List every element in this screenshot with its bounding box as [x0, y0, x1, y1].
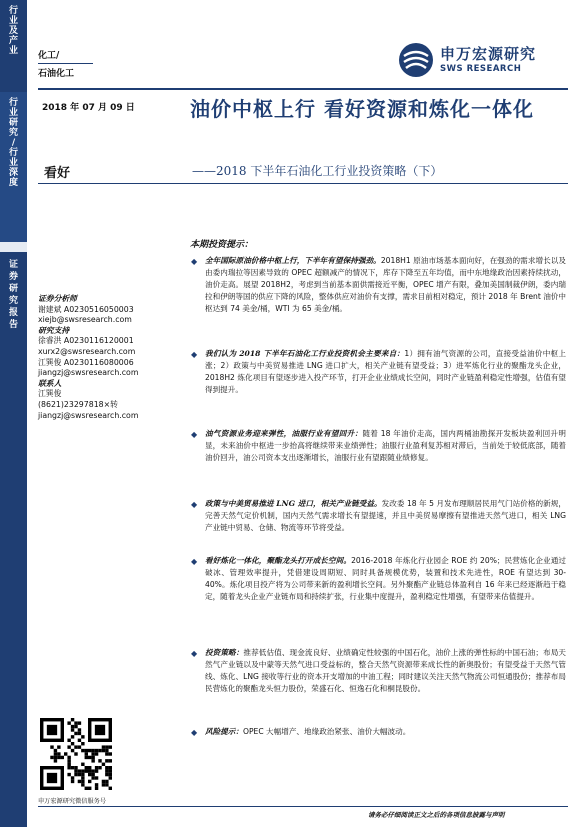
strip-char: 度 [8, 178, 18, 188]
industry-line-2: 石油化工 [38, 63, 93, 78]
industry-line-1: 化工/ [38, 51, 60, 61]
bullet-item [190, 555, 566, 640]
bullet-lead: 油气资源业务迎来弹性，油服行业有望回升： [205, 429, 363, 438]
bullet-text: 推荐低估值、现金流良好、业绩确定性较强的中国石化，油价上涨的弹性标的中国石油；布局天然气产业链以及中蒙等天然气进口受益标的，整合天然气资源带来成长性的新奥股份；有望受益于天然气管线、炼化、LNG 接收等行业的资本开支增加的中油工程；同时建议关注天然气物流公司恒通股份；推荐布局民营炼化的聚酯龙头恒力股份，荣盛石化、恒逸石化和桐昆股份。 [205, 648, 567, 693]
qr-caption: 申万宏源研究微信服务号 [38, 798, 107, 805]
bullet-icon: ◆ [191, 257, 198, 266]
strip-char: 行 [8, 6, 18, 16]
strip-char: 业 [8, 158, 18, 168]
strip-report-type [0, 0, 27, 92]
bullet-icon: ◆ [191, 728, 198, 737]
strip-char: 产 [8, 36, 18, 46]
bullet-text: 2018H1 原油市场基本面向好，在强劲的需求增长以及由委内瑞拉等因素导致的 OPEC 超额减产的情况下，库存下降至五年均值，而中东地缘政治因素持续扰动，油价走高。展望 2018H2，考虑到当前基本面供需接近平衡，OPEC 增产有限，叠加美国制裁伊朗，委内瑞拉和伊朗等国的供应下降的风险，整体供应对油价有支撑，需求目前相对稳定，预计 2018 年 Brent 油价中枢达到 74 美金/桶，WTI 为 65 美金/桶。 [205, 256, 566, 313]
sws-logo [398, 42, 568, 78]
header-rule [38, 88, 568, 90]
report-subtitle: ——2018 下半年石油化工行业投资策略（下） [192, 164, 443, 178]
industry-label [38, 48, 93, 78]
strip-char: 证 [8, 260, 18, 270]
bullet-icon: ◆ [191, 649, 198, 658]
contact-email: jiangzj@swsresearch.com [38, 410, 139, 420]
report-title: 油价中枢上行 看好资源和炼化一体化 [190, 97, 534, 121]
strip-char: 行 [8, 148, 18, 158]
support-2-email: jiangzj@swsresearch.com [38, 368, 139, 378]
footer-rule [38, 806, 568, 807]
strip-char: 研 [8, 118, 18, 128]
strip-char: 告 [8, 320, 18, 330]
strip-gap [0, 242, 27, 252]
bullet-icon: ◆ [191, 557, 198, 566]
bullet-item [190, 348, 566, 421]
logo-text-en: SWS RESEARCH [440, 64, 522, 74]
bullet-lead: 全年国际原油价格中枢上行，下半年有望保持强劲。 [205, 256, 381, 265]
logo-text-cn: 申万宏源研究 [440, 45, 537, 63]
rating: 看好 [44, 166, 71, 181]
bullet-item [190, 428, 566, 491]
strip-char: 研 [8, 284, 18, 294]
report-date: 2018 年 07 月 09 日 [42, 103, 135, 113]
strip-securities-report [0, 252, 27, 827]
strip-char: 业 [8, 16, 18, 26]
bullet-text: 随着 18 年油价走高，国内两桶油勘探开发板块盈利回升明显，未来油价中枢进一步抬高将继续带来业绩弹性；油服行业盈利复苏相对滞后，当前处于较低底部，随着油价回升，油公司资本支出逐渐增长，油服行业有望跟随业绩修复。 [205, 429, 566, 462]
bullet-lead: 风险提示： [205, 727, 243, 736]
bullet-item [190, 498, 566, 548]
bullet-lead: 政策与中美贸易推进 LNG 进口，相关产业链受益。 [205, 499, 382, 508]
support-heading: 研究支持 [38, 325, 70, 335]
bullet-item [190, 726, 566, 741]
strip-char: 业 [8, 46, 18, 56]
bullet-text: 发改委 18 年 5 月发布理顺居民用气门站价格的新规，完善天然气定价机制，国内天然气需求增长有望提速，并且中美贸易摩擦有望推进天然气进口，相关 LNG 产业链中贸易、仓储、物流等环节将受益。 [205, 499, 566, 532]
bullet-lead: 看好炼化一体化，聚酯龙头打开成长空间。 [205, 556, 352, 565]
sws-logo-icon [398, 42, 434, 78]
bullet-lead: 我们认为 2018 下半年石油化工行业投资机会主要来自： [205, 349, 405, 358]
wechat-qr-code [40, 718, 112, 790]
strip-char: 及 [8, 26, 18, 36]
strip-char: 究 [8, 296, 18, 306]
bullet-icon: ◆ [191, 350, 198, 359]
strip-char: 深 [8, 168, 18, 178]
contact-phone: (8621)23297818×转 [38, 399, 118, 409]
support-1-email: xurx2@swsresearch.com [38, 346, 136, 356]
bullet-icon: ◆ [191, 430, 198, 439]
summary-bullets [190, 255, 566, 748]
side-strip [0, 0, 27, 827]
analyst-panel [38, 294, 178, 421]
strip-char: 究 [8, 128, 18, 138]
analyst-1-id: 谢建斌 A0230516050003 [38, 304, 134, 314]
strip-char: 券 [8, 272, 18, 282]
summary-heading: 本期投资提示： [190, 240, 254, 250]
strip-report-category [0, 92, 27, 242]
title-rule [38, 183, 568, 184]
strip-char: 行 [8, 98, 18, 108]
bullet-text: 2016-2018 年炼化行业园企 ROE 约 20%；民营炼化企业通过破冰、管理效率提升，凭借建设周期短、同时具备规模优势，装置和技术先进性，ROE 有望达到 30-40%。炼化项目投产将为公司带来新的盈利增长空间。另外聚酯产业链总体盈利自 16 年来已经逐渐趋于稳定，随着龙头企业产业链布局和持续扩张，行业集中度提升，盈利稳定性增强，有望带来估值提升。 [205, 556, 566, 601]
contact-name: 江巽俊 [38, 389, 62, 399]
strip-char: 报 [8, 308, 18, 318]
bullet-icon: ◆ [191, 500, 198, 509]
strip-char: 业 [8, 108, 18, 118]
bullet-text: 1）拥有油气资源的公司，直接受益油价中枢上涨；2）政策与中美贸易推进 LNG 进口扩大，相关产业链有望受益；3）进军炼化行业的聚酯龙头企业，2018H2 炼化项目有望逐步进入投产环节，打开企业业绩成长空间，同时产业链盈利稳定性增强，估值有望得到提升。 [205, 349, 566, 394]
bullet-lead: 投资策略： [205, 648, 244, 657]
bullet-item [190, 255, 566, 341]
analyst-1-email: xiejb@swsresearch.com [38, 315, 132, 325]
bullet-text: OPEC 大幅增产、地缘政治紧张、油价大幅波动。 [242, 727, 411, 736]
bullet-item [190, 647, 566, 719]
contact-heading: 联系人 [38, 378, 62, 388]
disclaimer: 请务必仔细阅读正文之后的各项信息披露与声明 [368, 811, 505, 819]
analyst-heading: 证券分析师 [38, 294, 77, 303]
support-2-id: 江巽俊 A0230116080006 [38, 357, 134, 367]
strip-char: / [11, 138, 16, 148]
support-1-id: 徐睿洪 A0230116120001 [38, 336, 134, 346]
